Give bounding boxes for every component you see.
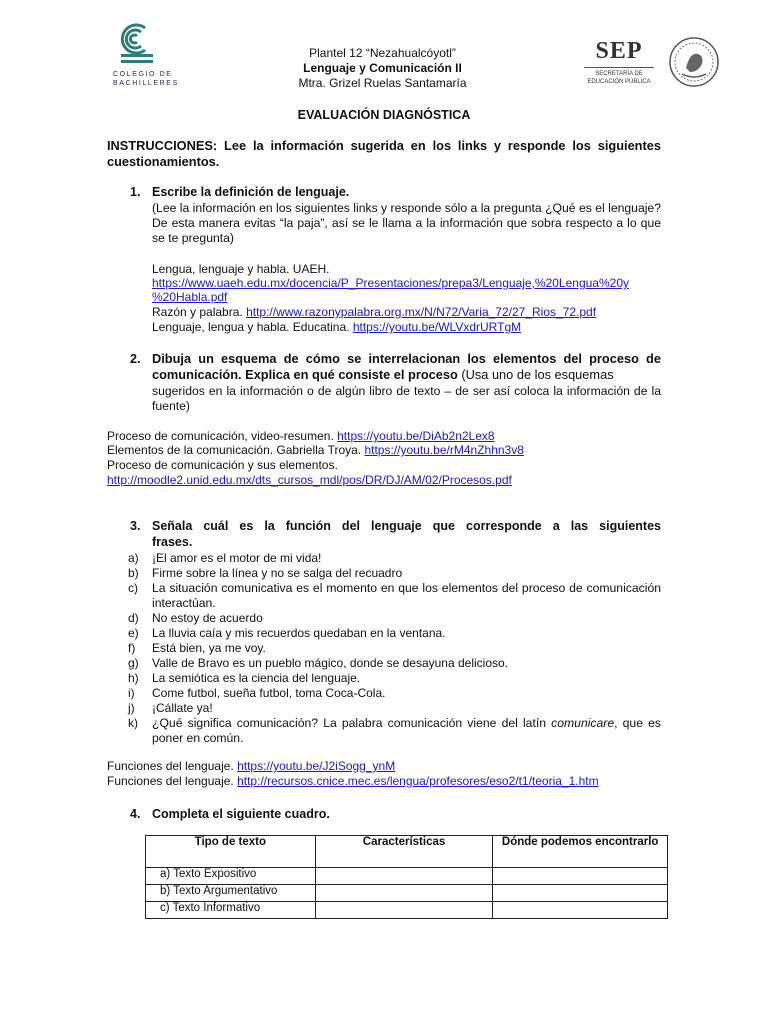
table-cell: c) Texto Informativo [146,902,316,919]
q1-title: Escribe la definición de lenguaje. [152,185,350,199]
list-item: b) Firme sobre la línea y no se salga del recuadro [128,566,403,580]
table-cell[interactable] [315,902,493,919]
q2-ref3-label: Proceso de comunicación y sus elementos. [107,458,338,472]
table-row [146,902,668,919]
sep-sub-1: SECRETARÍA DE [595,71,643,77]
q2-ref1-label: Proceso de comunicación, video-resumen. [107,429,338,443]
logo-text-line-2: BACHILLERES [113,80,179,87]
logo-text-line-1: COLEGIO DE [113,71,173,78]
q1-ref1-label: Lengua, lenguaje y habla. UAEH. [152,262,330,276]
table-row [146,868,668,885]
q3-list [128,551,661,746]
q3-number: 3. [130,519,141,533]
text-types-table [145,835,668,919]
q3-ref2-link[interactable]: http://recursos.cnice.mec.es/lengua/profesores/eso2/t1/teoria_1.htm [237,774,599,788]
table-cell[interactable] [315,885,493,902]
table-cell: a) Texto Expositivo [146,868,316,885]
q2-ref2 [107,443,524,458]
q2-note-rest: sugeridos en la información o de algún libro de texto – de ser así coloca la información de la fuente) [152,384,661,413]
list-item: g) Valle de Bravo es un pueblo mágico, donde se desayuna delicioso. [128,656,509,670]
teacher-name: Mtra. Grizel Ruelas Santamaría [298,76,467,90]
sep-logo [578,38,660,86]
q1-ref2-link[interactable]: http://www.razonypalabra.org.mx/N/N72/Varia_72/27_Rios_72.pdf [246,305,597,319]
q2-ref1 [107,429,495,444]
q2-ref2-link[interactable]: https://youtu.be/rM4nZhhn3v8 [364,443,524,457]
q3-title-b: frases. [152,535,193,549]
table-header-row [146,836,668,868]
plantel-name: Plantel 12 “Nezahualcóyotl” [309,46,456,60]
instructions [107,138,661,170]
table-header-cell: Características [315,836,493,868]
list-item: f) Está bien, ya me voy. [128,641,266,655]
cb-logo-icon [115,20,159,66]
q2-number: 2. [130,352,141,366]
list-item: k) ¿Qué significa comunicación? La palabra comunicación viene del latín comunicare, que es poner en común. [128,716,661,745]
table-cell[interactable] [493,885,668,902]
colegio-de-bachilleres-logo [113,20,203,92]
q3-ref1-link[interactable]: https://youtu.be/J2iSogg_ynM [237,759,396,773]
list-item: h) La semiótica es la ciencia del lenguaje. [128,671,361,685]
q4-title: Completa el siguiente cuadro. [152,807,330,821]
list-item: e) La lluvia caía y mis recuerdos quedaban en la ventana. [128,626,446,640]
q1-ref3-link[interactable]: https://youtu.be/WLVxdrURTgM [352,320,522,334]
instructions-text: Lee la información sugerida en los links y responde los siguientes cuestionamientos. [107,138,661,169]
instructions-label: INSTRUCCIONES: [107,138,218,153]
sep-sub-2: EDUCACIÓN PÚBLICA [587,79,651,85]
q1-ref1-link-b[interactable]: %20Habla.pdf [152,290,228,304]
q1-ref3 [152,320,521,335]
q2-title: Dibuja un esquema de cómo se interrelacionan los elementos del proceso de comunicación. Explica en qué consiste el proceso [152,351,661,382]
mexican-coat-of-arms-icon [668,34,720,94]
table-cell[interactable] [493,868,668,885]
q1-note: (Lee la información en los siguientes links y responde sólo a la pregunta ¿Qué es el lenguaje? De esta manera evitas “la paja”, así se le llama a la información que sobra respecto a lo que se te pregunta) [152,201,661,245]
q3-title-a: Señala cuál es la función del lenguaje que corresponde a las siguientes [152,519,661,533]
q3-ref1-label: Funciones del lenguaje. [107,759,238,773]
list-item: j) ¡Cállate ya! [128,701,213,715]
list-item: d) No estoy de acuerdo [128,611,263,625]
table-cell[interactable] [315,868,493,885]
q1-ref2 [152,305,596,320]
table-row [146,885,668,902]
q1-ref1-link-a[interactable]: https://www.uaeh.edu.mx/docencia/P_Presentaciones/prepa3/Lenguaje,%20Lengua%20y [152,276,629,290]
q4-number: 4. [130,807,141,821]
q2-ref3-link[interactable]: http://moodle2.unid.edu.mx/dts_cursos_mdl/pos/DR/DJ/AM/02/Procesos.pdf [107,473,512,487]
table-header-cell: Dónde podemos encontrarlo [493,836,668,868]
q1-number: 1. [130,185,141,199]
page-title: EVALUACIÓN DIAGNÓSTICA [297,108,471,122]
q2-ref1-link[interactable]: https://youtu.be/DiAb2n2Lex8 [337,429,495,443]
q2-ref2-label: Elementos de la comunicación. Gabriella Troya. [107,443,365,457]
q2-note-inline: (Usa uno de los esquemas [457,367,614,382]
list-item: i) Come futbol, sueña futbol, toma Coca-Cola. [128,686,386,700]
q3-ref2 [107,774,599,789]
q3-ref2-label: Funciones del lenguaje. [107,774,238,788]
course-name: Lenguaje y Comunicación II [303,61,462,75]
q3-ref1 [107,759,395,774]
list-item: c) La situación comunicativa es el momento en que los elementos del proceso de comunicación interactúan. [128,581,661,610]
table-cell[interactable] [493,902,668,919]
sep-logo-text: SEP [595,38,643,64]
table-cell: b) Texto Argumentativo [146,885,316,902]
q1-ref2-label: Razón y palabra. [152,305,247,319]
header-center [210,46,555,91]
q1-ref3-label: Lenguaje, lengua y habla. Educatina. [152,320,353,334]
q2-title-block [152,351,661,383]
list-item: a) ¡El amor es el motor de mi vida! [128,551,322,565]
table-header-cell: Tipo de texto [146,836,316,868]
